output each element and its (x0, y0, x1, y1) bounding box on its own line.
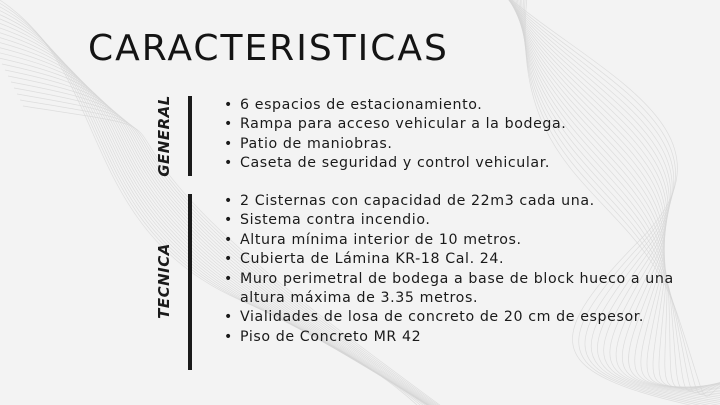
list-item: • Sistema contra incendio. (224, 211, 704, 230)
section-tecnica (150, 192, 710, 370)
tecnica-list (224, 192, 704, 347)
list-item: • Altura mínima interior de 10 metros. (224, 231, 704, 250)
list-item: • Cubierta de Lámina KR-18 Cal. 24. (224, 250, 704, 269)
list-item: • Rampa para acceso vehicular a la bodega. (224, 115, 704, 134)
list-item: • Caseta de seguridad y control vehicular. (224, 154, 704, 173)
section-label-wrap (150, 96, 178, 176)
list-item: • Muro perimetral de bodega a base de block hueco a una altura máxima de 3.35 metros. (224, 270, 704, 309)
section-divider-bar (188, 96, 192, 176)
section-label-general: GENERAL (155, 95, 174, 177)
section-divider-bar (188, 194, 192, 370)
list-item: • 2 Cisternas con capacidad de 22m3 cada una. (224, 192, 704, 211)
section-general (150, 96, 710, 176)
page-title: CARACTERISTICAS (88, 28, 449, 69)
general-list (224, 96, 704, 174)
list-item: • 6 espacios de estacionamiento. (224, 96, 704, 115)
section-label-wrap (150, 192, 178, 370)
list-item: • Vialidades de losa de concreto de 20 cm de espesor. (224, 308, 704, 327)
list-item: • Patio de maniobras. (224, 135, 704, 154)
section-label-tecnica: TECNICA (155, 243, 173, 319)
list-item: • Piso de Concreto MR 42 (224, 328, 704, 347)
